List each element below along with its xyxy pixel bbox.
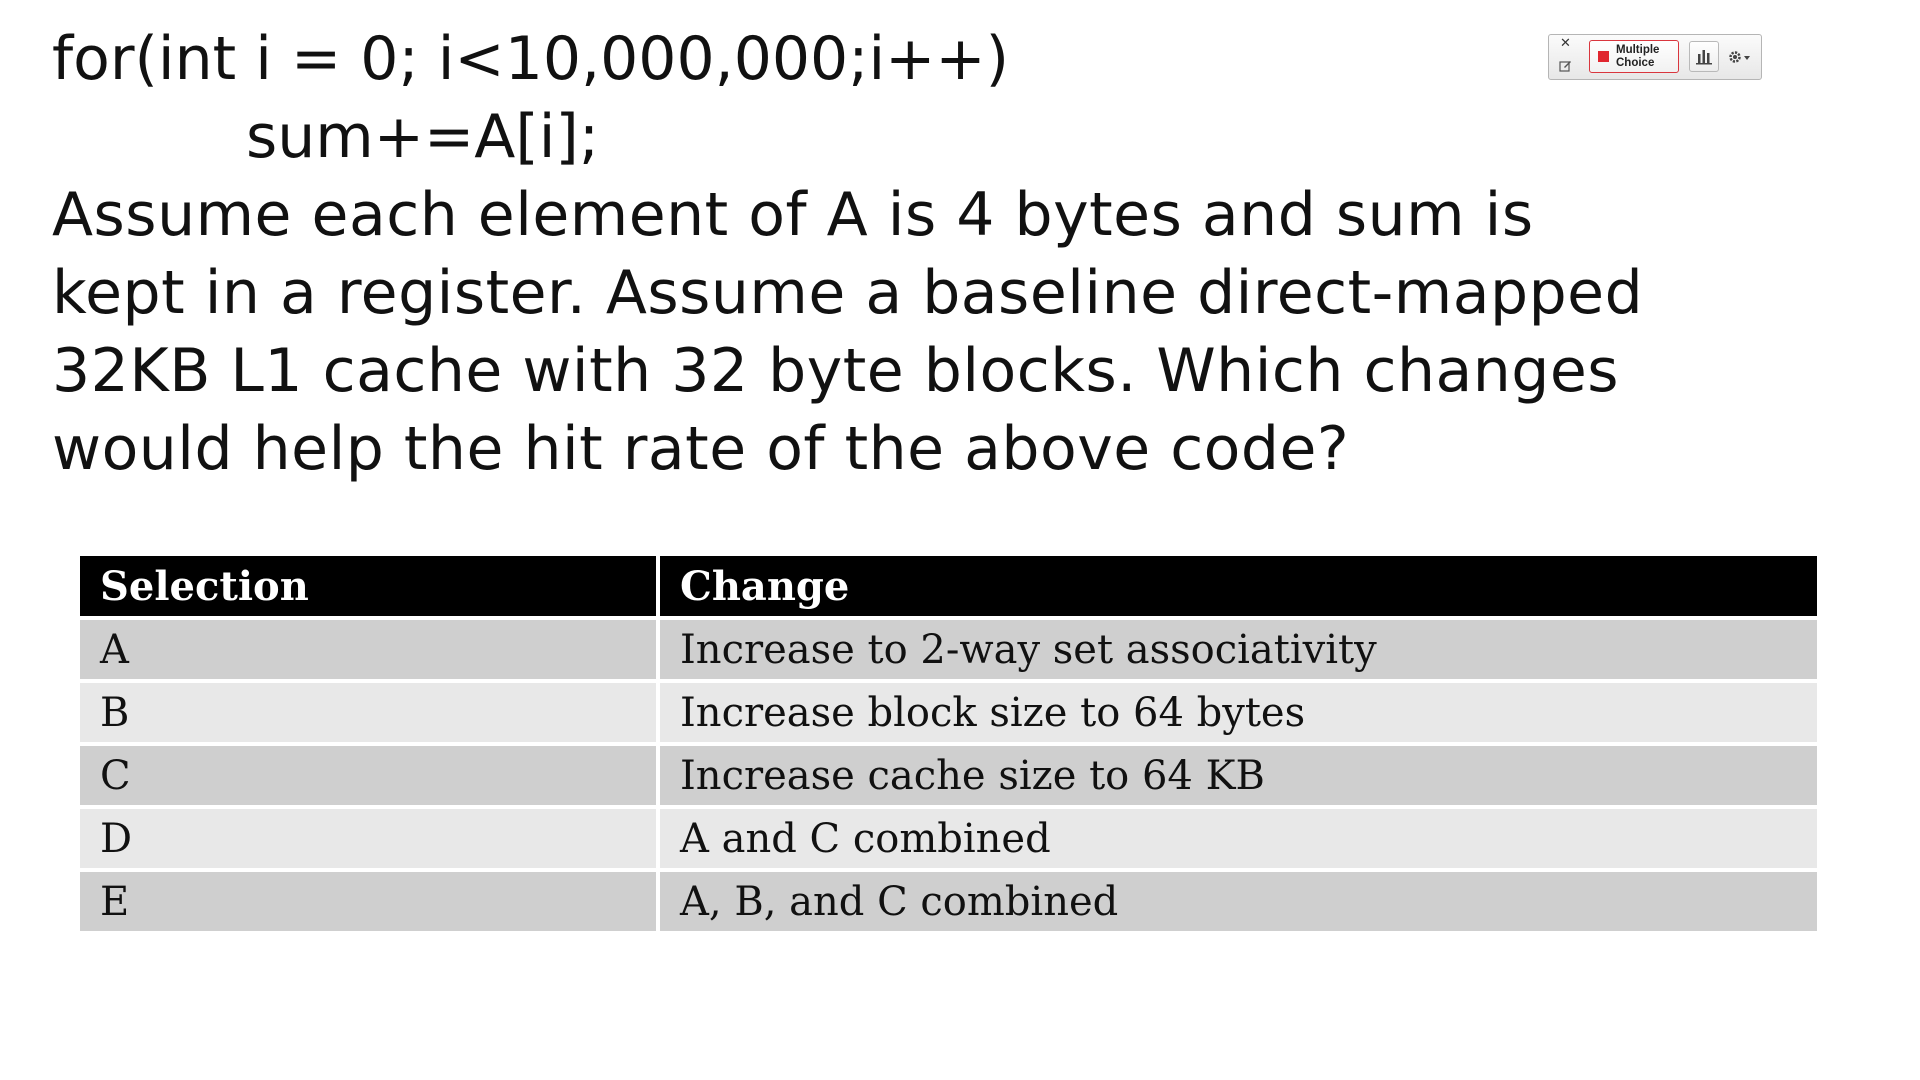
settings-button[interactable] xyxy=(1725,45,1755,69)
answer-choices-table xyxy=(80,556,1817,931)
question-line: would help the hit rate of the above code? xyxy=(52,414,1350,484)
table-row xyxy=(80,681,1817,744)
question-type-button[interactable] xyxy=(1589,40,1679,73)
question-line: Assume each element of A is 4 bytes and sum is xyxy=(52,180,1534,250)
question-type-line: Choice xyxy=(1616,57,1655,69)
code-line-sum: sum+=A[i]; xyxy=(246,102,600,172)
question-line: kept in a register. Assume a baseline direct-mapped xyxy=(52,258,1644,328)
question-type-label xyxy=(1616,44,1676,70)
gear-icon xyxy=(1725,45,1755,69)
change-cell: A and C combined xyxy=(658,807,1817,870)
table-row xyxy=(80,744,1817,807)
close-icon[interactable]: ✕ xyxy=(1560,36,1571,51)
table-row xyxy=(80,870,1817,931)
change-cell: Increase cache size to 64 KB xyxy=(658,744,1817,807)
table-row xyxy=(80,618,1817,681)
question-type-line: Multiple xyxy=(1616,44,1660,56)
column-header-change: Change xyxy=(658,556,1817,618)
column-header-selection: Selection xyxy=(80,556,658,618)
polling-toolbar xyxy=(1548,34,1762,80)
question-text xyxy=(52,176,1912,488)
bar-chart-icon xyxy=(1690,42,1718,71)
change-cell: A, B, and C combined xyxy=(658,870,1817,931)
selection-cell: A xyxy=(80,618,658,681)
selection-cell: B xyxy=(80,681,658,744)
table-header-row xyxy=(80,556,1817,618)
change-cell: Increase block size to 64 bytes xyxy=(658,681,1817,744)
selection-cell: E xyxy=(80,870,658,931)
selection-cell: D xyxy=(80,807,658,870)
edit-icon[interactable] xyxy=(1559,57,1572,70)
stop-square-icon xyxy=(1598,51,1609,62)
question-line: 32KB L1 cache with 32 byte blocks. Which changes xyxy=(52,336,1620,406)
code-line-loop: for(int i = 0; i<10,000,000;i++) xyxy=(52,24,1010,94)
selection-cell: C xyxy=(80,744,658,807)
change-cell: Increase to 2-way set associativity xyxy=(658,618,1817,681)
table-row xyxy=(80,807,1817,870)
show-results-button[interactable] xyxy=(1689,41,1719,72)
